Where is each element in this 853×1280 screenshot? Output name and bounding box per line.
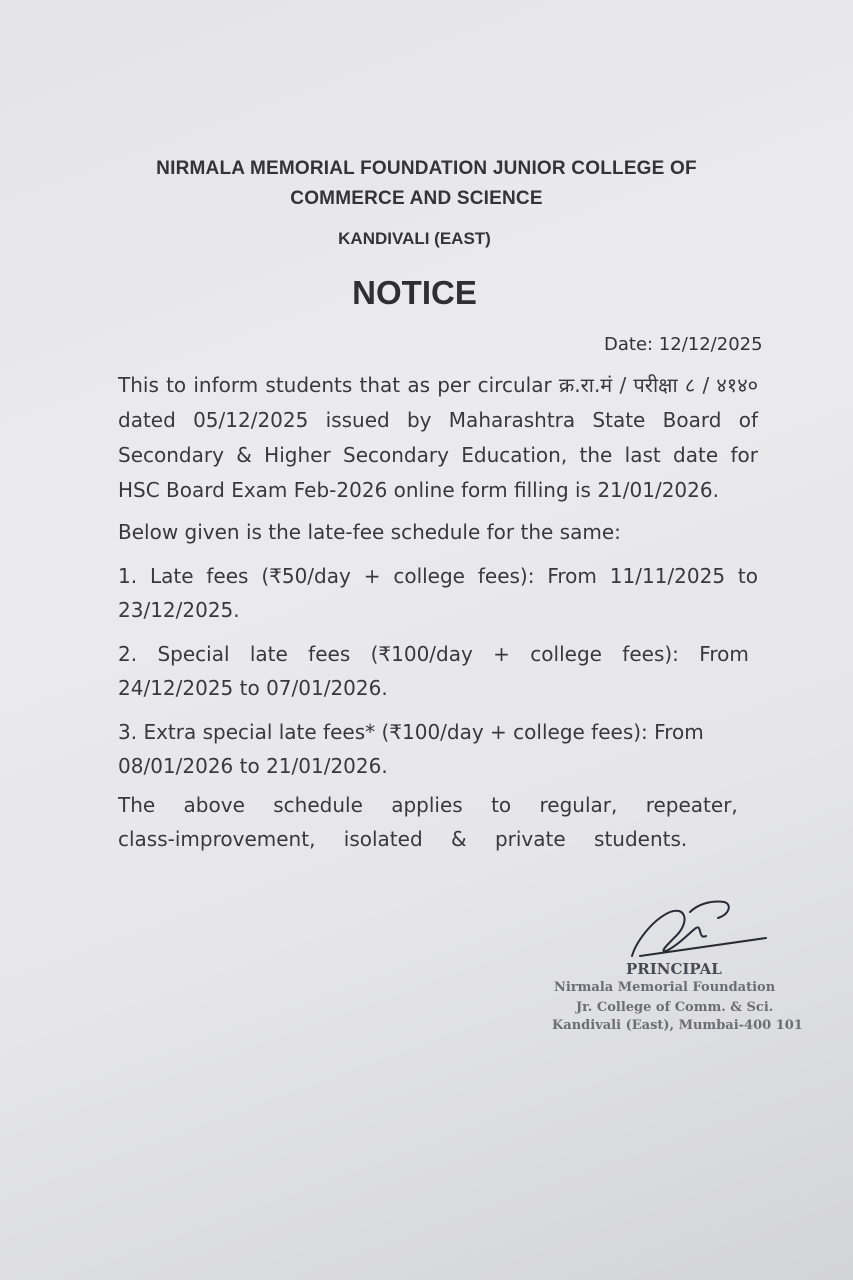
stamp-line-1: Nirmala Memorial Foundation <box>554 980 776 995</box>
college-location: KANDIVALI (EAST) <box>338 229 491 248</box>
fee-item-3-line1: 3. Extra special late fees* (₹100/day + college fees): From <box>118 720 704 744</box>
notice-date: Date: 12/12/2025 <box>604 334 763 355</box>
fee-item-3 <box>118 715 758 783</box>
signature-title: PRINCIPAL <box>626 960 722 978</box>
schedule-intro: Below given is the late-fee schedule for the same: <box>118 520 621 544</box>
college-name-line2: COMMERCE AND SCIENCE <box>290 188 543 209</box>
college-name-line1: NIRMALA MEMORIAL FOUNDATION JUNIOR COLLEGE OF <box>156 158 697 179</box>
closing-line1: The above schedule applies to regular, repeater, <box>118 793 738 817</box>
stamp-line-3: Kandivali (East), Mumbai-400 101 <box>552 1018 803 1033</box>
closing-paragraph <box>118 788 758 856</box>
fee-item-2-line1: 2. Special late fees (₹100/day + college fees): From <box>118 642 749 666</box>
signature-block <box>540 892 820 1052</box>
fee-item-3-line2: 08/01/2026 to 21/01/2026. <box>118 754 388 778</box>
stamp-line-2: Jr. College of Comm. & Sci. <box>576 1000 774 1015</box>
fee-item-1: 1. Late fees (₹50/day + college fees): From 11/11/2025 to 23/12/2025. <box>118 564 758 622</box>
fee-item-2 <box>118 637 758 705</box>
fee-item-2-line2: 24/12/2025 to 07/01/2026. <box>118 676 388 700</box>
closing-line2: class-improvement, isolated & private students. <box>118 827 688 851</box>
intro-paragraph: This to inform students that as per circular क्र.रा.मं / परीक्षा ८ / ४१४० dated 05/12/2025 issued by Maharashtra State Board of Secondary & Higher Secondary Education, the last date for HSC Board Exam Feb-2026 online form filling is 21/01/2026. <box>118 373 758 502</box>
notice-title: NOTICE <box>352 274 477 311</box>
